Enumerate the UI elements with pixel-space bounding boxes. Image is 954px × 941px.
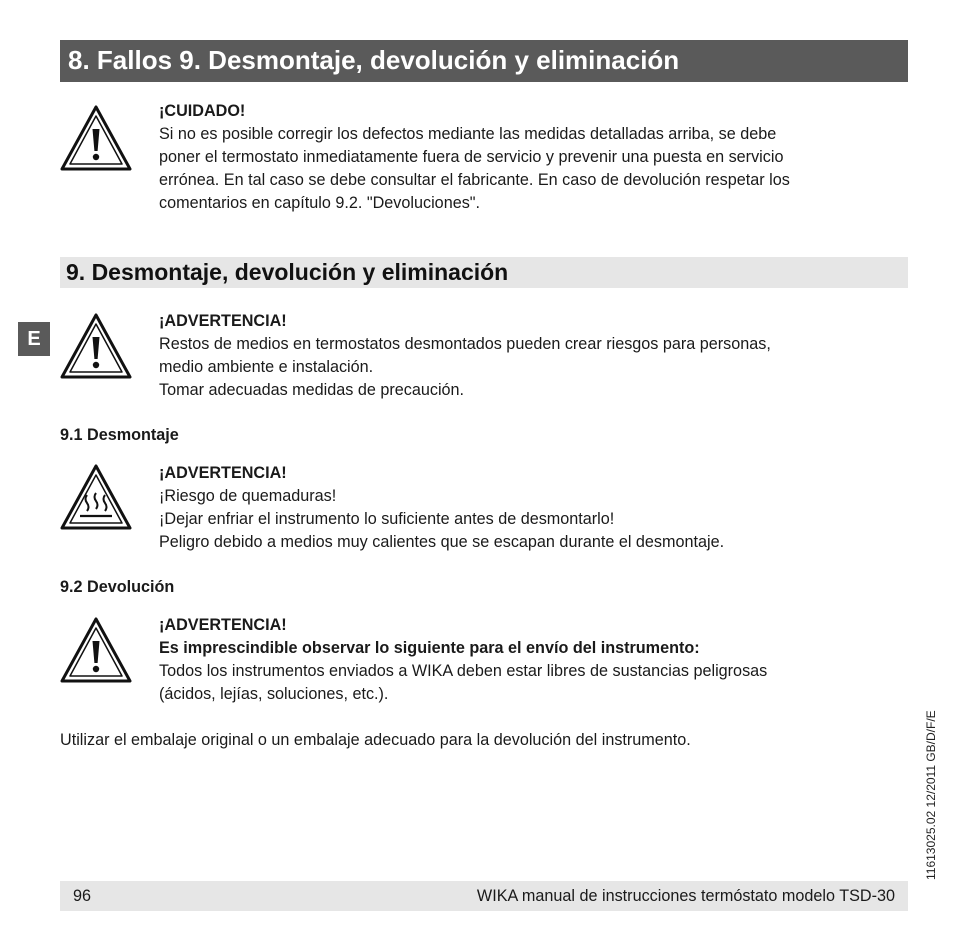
caution-line: comentarios en capítulo 9.2. "Devoluciones". [159, 194, 481, 212]
warning-2-line: ¡Riesgo de quemaduras! [159, 487, 337, 505]
warning-1-line: Tomar adecuadas medidas de precaución. [159, 381, 465, 399]
warning-1-title: ¡ADVERTENCIA! [159, 312, 287, 330]
section-9-title: 9. Desmontaje, devolución y eliminación [66, 259, 509, 285]
warning-3-block [159, 614, 767, 706]
warning-3-line: Todos los instrumentos enviados a WIKA deben estar libres de sustancias peligrosas [159, 662, 768, 680]
warning-3-line: (ácidos, lejías, soluciones, etc.). [159, 685, 389, 703]
section-8-title: 8. Fallos 9. Desmontaje, devolución y eliminación [68, 45, 680, 75]
warning-2-title: ¡ADVERTENCIA! [159, 464, 287, 482]
warning-triangle-icon [59, 104, 133, 172]
closing-paragraph: Utilizar el embalaje original o un embalaje adecuado para la devolución del instrumento. [60, 731, 691, 749]
caution-title: ¡CUIDADO! [159, 102, 246, 120]
warning-1-block [159, 310, 771, 402]
warning-triangle-icon [59, 312, 133, 380]
caution-line: poner el termostato inmediatamente fuera de servicio y prevenir una puesta en servicio [159, 148, 784, 166]
caution-line: errónea. En tal caso se debe consultar el fabricante. En caso de devolución respetar los [159, 171, 790, 189]
warning-3-title: ¡ADVERTENCIA! [159, 616, 287, 634]
caution-block [159, 100, 790, 215]
subsection-9-1-title: 9.1 Desmontaje [60, 426, 179, 444]
warning-2-line: Peligro debido a medios muy calientes que se escapan durante el desmontaje. [159, 533, 725, 551]
warning-2-block [159, 462, 724, 554]
warning-1-line: Restos de medios en termostatos desmontados pueden crear riesgos para personas, [159, 335, 771, 353]
hot-surface-icon [59, 463, 133, 531]
section-8-header [60, 40, 908, 82]
warning-2-line: ¡Dejar enfriar el instrumento lo suficiente antes de desmontarlo! [159, 510, 615, 528]
warning-triangle-icon [59, 616, 133, 684]
page-footer [60, 881, 908, 911]
document-code: 11613025.02 12/2011 GB/D/F/E [924, 710, 938, 880]
language-tab: E [18, 322, 50, 356]
footer-title: WIKA manual de instrucciones termóstato modelo TSD-30 [476, 887, 895, 905]
caution-line: Si no es posible corregir los defectos mediante las medidas detalladas arriba, se debe [159, 125, 777, 143]
section-9-header [60, 257, 908, 288]
subsection-9-2-title: 9.2 Devolución [60, 578, 175, 596]
page-number: 96 [73, 887, 92, 905]
warning-1-line: medio ambiente e instalación. [159, 358, 374, 376]
warning-3-bold-line: Es imprescindible observar lo siguiente para el envío del instrumento: [159, 639, 700, 657]
